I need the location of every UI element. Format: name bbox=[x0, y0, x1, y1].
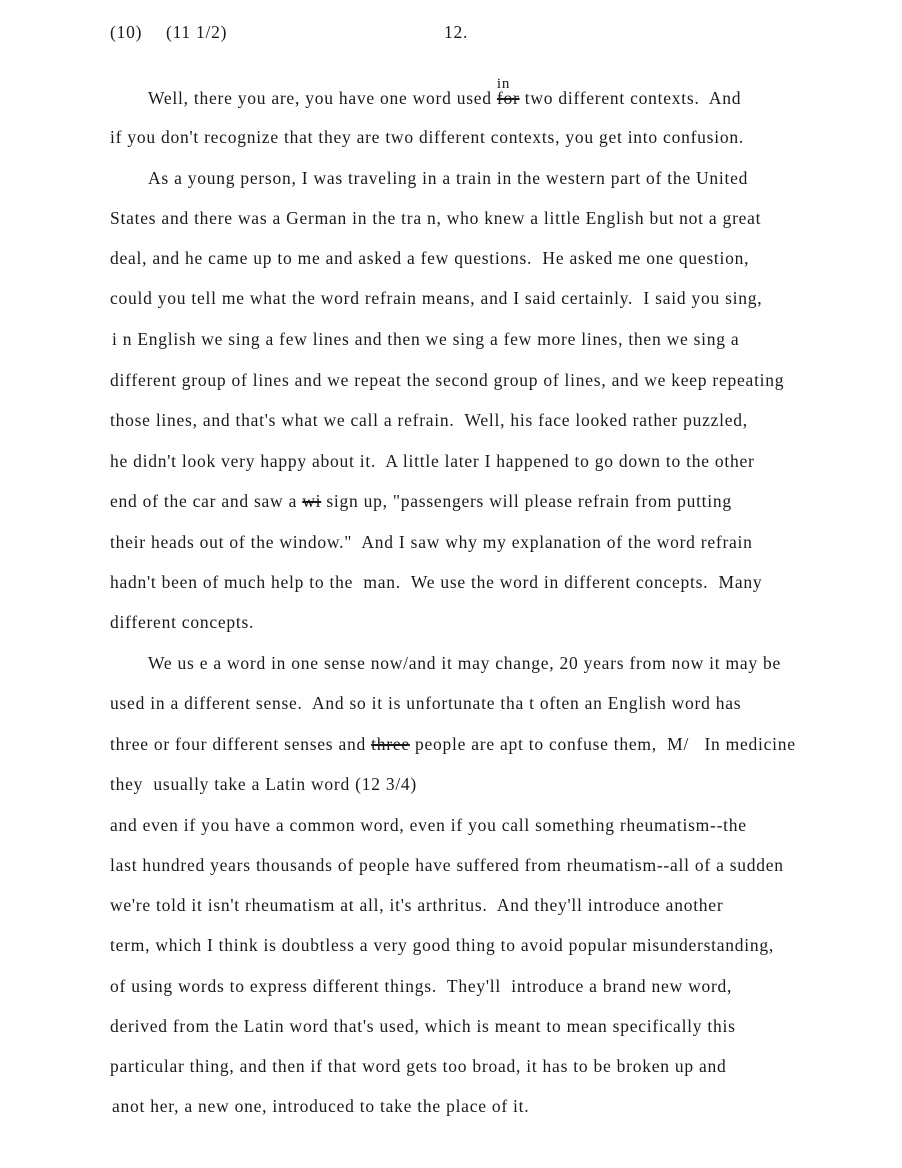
text-line: We us e a word in one sense now/and it may change, 20 years from now it may be bbox=[148, 653, 781, 673]
text-segment: end of the car and saw a bbox=[110, 491, 303, 511]
text-line: they usually take a Latin word (12 3/4) bbox=[110, 774, 418, 794]
text-line: anot her, a new one, introduced to take the place of it. bbox=[112, 1096, 530, 1116]
text-line: of using words to express different things. They'll introduce a brand new word, bbox=[110, 976, 733, 996]
text-line: those lines, and that's what we call a refrain. Well, his face looked rather puzzled, bbox=[110, 410, 748, 430]
page-number: 12. bbox=[444, 22, 469, 42]
struck-word: wi bbox=[302, 491, 322, 511]
text-line: used in a different sense. And so it is unfortunate tha t often an English word has bbox=[110, 693, 742, 713]
text-segment: two different contexts. And bbox=[519, 88, 742, 108]
text-line bbox=[110, 491, 732, 511]
text-line: we're told it isn't rheumatism at all, it's arthritus. And they'll introduce another bbox=[110, 895, 724, 915]
struck-word: for bbox=[496, 88, 520, 108]
text-line: different group of lines and we repeat the second group of lines, and we keep repeating bbox=[110, 370, 785, 390]
header-ref-2: (11 1/2) bbox=[166, 22, 228, 42]
text-segment: people are apt to confuse them, M/ In medicine bbox=[409, 734, 796, 754]
text-line: particular thing, and then if that word gets too broad, it has to be broken up and bbox=[110, 1056, 727, 1076]
text-line bbox=[110, 734, 796, 754]
text-line bbox=[148, 76, 742, 108]
text-line: if you don't recognize that they are two different contexts, you get into confusion. bbox=[110, 127, 744, 147]
text-line: and even if you have a common word, even if you call something rheumatism--the bbox=[110, 815, 747, 835]
text-line: last hundred years thousands of people have suffered from rheumatism--all of a sudden bbox=[110, 855, 784, 875]
correction bbox=[496, 76, 520, 108]
struck-word: three bbox=[371, 734, 410, 754]
text-line: derived from the Latin word that's used, which is meant to mean specifically this bbox=[110, 1016, 736, 1036]
header-ref-1: (10) bbox=[110, 22, 143, 42]
inserted-word: in bbox=[496, 76, 511, 92]
text-line: i n English we sing a few lines and then we sing a few more lines, then we sing a bbox=[112, 329, 740, 349]
text-line: hadn't been of much help to the man. We use the word in different concepts. Many bbox=[110, 572, 763, 592]
text-line: could you tell me what the word refrain means, and I said certainly. I said you sing, bbox=[110, 288, 763, 308]
text-segment: Well, there you are, you have one word used bbox=[148, 88, 497, 108]
text-line: their heads out of the window." And I saw why my explanation of the word refrain bbox=[110, 532, 753, 552]
text-line: deal, and he came up to me and asked a few questions. He asked me one question, bbox=[110, 248, 750, 268]
text-line: he didn't look very happy about it. A little later I happened to go down to the other bbox=[110, 451, 755, 471]
text-segment: sign up, "passengers will please refrain from putting bbox=[321, 491, 732, 511]
text-line: term, which I think is doubtless a very good thing to avoid popular misunderstanding, bbox=[110, 935, 775, 955]
text-segment: three or four different senses and bbox=[110, 734, 372, 754]
text-line: different concepts. bbox=[110, 612, 255, 632]
text-line: States and there was a German in the tra n, who knew a little English but not a great bbox=[110, 208, 762, 228]
text-line: As a young person, I was traveling in a train in the western part of the United bbox=[148, 168, 749, 188]
